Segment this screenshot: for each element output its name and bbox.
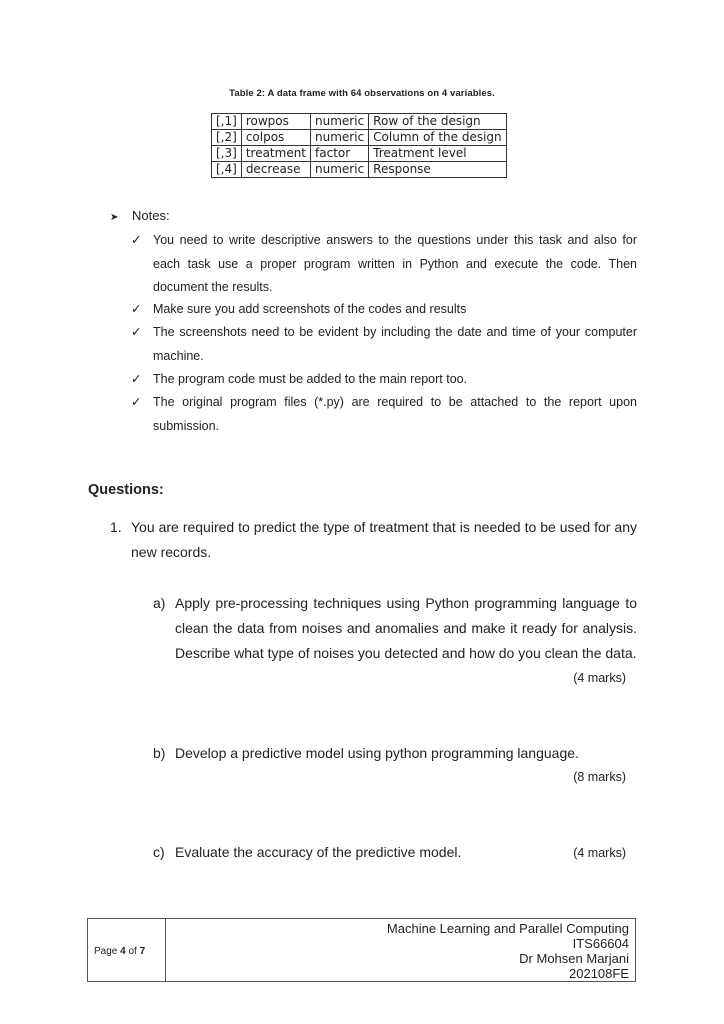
part-b-marks: (8 marks) (573, 770, 626, 784)
part-text: Develop a predictive model using python programming language. (175, 745, 579, 761)
checkmark-icon: ✓ (131, 395, 142, 409)
table-row (212, 162, 507, 178)
page-number (94, 946, 145, 957)
part-label: a) (153, 595, 166, 611)
table-cell-type: numeric (311, 114, 369, 130)
term-code: 202108FE (569, 966, 629, 981)
table-cell-description: Column of the design (369, 130, 506, 146)
table-cell-variable: treatment (241, 146, 310, 162)
question-part-a (153, 591, 637, 666)
question-1 (110, 515, 637, 565)
checkmark-icon: ✓ (131, 372, 142, 386)
page-current: 4 (120, 946, 126, 957)
questions-heading: Questions: (88, 482, 164, 498)
checkmark-icon: ✓ (131, 302, 142, 316)
table-cell-type: factor (311, 146, 369, 162)
question-number: 1. (110, 519, 122, 535)
page-total: 7 (139, 946, 146, 957)
part-c-marks: (4 marks) (573, 846, 626, 860)
note-text: The program code must be added to the main report too. (153, 372, 468, 386)
table-cell-index: [,4] (212, 162, 242, 178)
notes-heading-label: Notes: (132, 208, 170, 223)
checkmark-icon: ✓ (131, 233, 142, 247)
note-item (131, 391, 637, 438)
note-item (131, 298, 637, 322)
table-cell-description: Row of the design (369, 114, 506, 130)
lecturer-name: Dr Mohsen Marjani (519, 951, 629, 966)
table-cell-variable: decrease (241, 162, 310, 178)
part-label: b) (153, 745, 166, 761)
part-label: c) (153, 844, 165, 860)
table-cell-variable: rowpos (241, 114, 310, 130)
page-prefix: Page (94, 946, 121, 957)
note-item (131, 229, 637, 300)
data-frame-table (211, 113, 507, 178)
question-text: You are required to predict the type of treatment that is needed to be used for any new records. (131, 519, 637, 560)
table-cell-index: [,1] (212, 114, 242, 130)
table-cell-type: numeric (311, 130, 369, 146)
arrow-bullet-icon: ➤ (110, 212, 119, 223)
question-part-c (153, 840, 637, 865)
note-item (131, 368, 637, 392)
table-row (212, 114, 507, 130)
course-code: ITS66604 (572, 936, 629, 951)
table-cell-index: [,2] (212, 130, 242, 146)
table-cell-variable: colpos (241, 130, 310, 146)
table-caption: Table 2: A data frame with 64 observations on 4 variables. (229, 88, 495, 99)
note-text: Make sure you add screenshots of the codes and results (153, 302, 467, 316)
table-row (212, 130, 507, 146)
course-name: Machine Learning and Parallel Computing (386, 921, 629, 936)
part-a-marks: (4 marks) (573, 671, 626, 685)
table-cell-type: numeric (311, 162, 369, 178)
part-text: Evaluate the accuracy of the predictive model. (175, 844, 462, 860)
table-cell-description: Treatment level (369, 146, 506, 162)
question-part-b (153, 741, 637, 766)
page-number-cell (88, 919, 166, 981)
checkmark-icon: ✓ (131, 325, 142, 339)
table-cell-description: Response (369, 162, 506, 178)
course-info (387, 921, 629, 981)
page-of: of (125, 946, 140, 957)
table-cell-index: [,3] (212, 146, 242, 162)
note-item (131, 321, 637, 368)
note-text: You need to write descriptive answers to the questions under this task and also for each task use a proper program written in Python and execute the code. Then document the results. (153, 233, 637, 294)
table-row (212, 146, 507, 162)
part-text: Apply pre-processing techniques using Python programming language to clean the data from noises and anomalies and make it ready for analysis. Describe what type of noises you detected and how do you clean the data. (175, 595, 637, 661)
note-text: The screenshots need to be evident by including the date and time of your computer machine. (153, 325, 637, 363)
page-footer (87, 918, 636, 982)
notes-heading (110, 208, 170, 223)
note-text: The original program files (*.py) are required to be attached to the report upon submission. (153, 395, 637, 433)
